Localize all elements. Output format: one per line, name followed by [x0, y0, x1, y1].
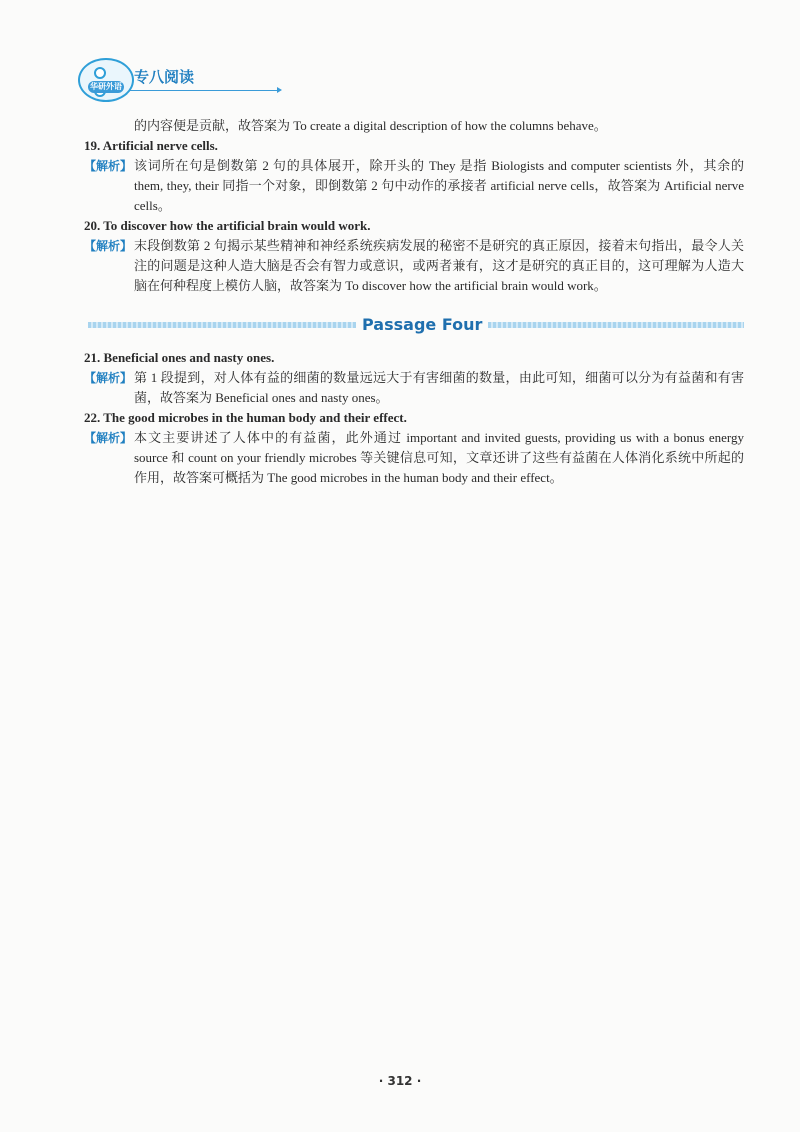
question-22: 22. The good microbes in the human body and their effect. — [84, 410, 407, 425]
analysis-19-text: 该词所在句是倒数第 2 句的具体展开，除开头的 They 是指 Biologists and computer scientists 外，其余的 them, they, their 同指一个对象，即倒数第 2 句中动作的承接者 artificial nerve cells，故答案为 Artificial nerve cells。 — [134, 158, 744, 213]
question-19: 19. Artificial nerve cells. — [84, 138, 218, 153]
page-header — [70, 52, 220, 104]
analysis-tag: 【解析】 — [84, 431, 133, 445]
analysis-21 — [84, 368, 744, 408]
analysis-tag: 【解析】 — [84, 371, 133, 385]
analysis-tag: 【解析】 — [84, 159, 133, 173]
page-number: · 312 · — [378, 1074, 422, 1088]
analysis-tag: 【解析】 — [84, 239, 133, 253]
analysis-19 — [84, 156, 744, 216]
analysis-20 — [84, 236, 744, 296]
analysis-22 — [84, 428, 744, 488]
logo-owl-eyes-icon — [94, 66, 118, 78]
question-21: 21. Beneficial ones and nasty ones. — [84, 350, 275, 365]
analysis-21-text: 第 1 段提到，对人体有益的细菌的数量远远大于有害细菌的数量，由此可知，细菌可以分为有益菌和有害菌，故答案为 Beneficial ones and nasty ones。 — [134, 370, 744, 405]
publisher-logo — [78, 58, 134, 102]
answer-content — [84, 116, 744, 488]
analysis-22-text: 本文主要讲述了人体中的有益菌，此外通过 important and invited guests, providing us with a bonus energy source 和 count on your friendly microbes 等关键信息可知，文章还讲了这些有益菌在人体消化系统中所起的作用，故答案可概括为 The good microbes in the human body and their effect。 — [134, 430, 744, 485]
passage-title: Passage Four — [356, 314, 488, 336]
header-rule — [130, 90, 278, 91]
answer-18-continuation: 的内容便是贡献，故答案为 To create a digital description of how the columns behave。 — [134, 118, 607, 133]
question-20: 20. To discover how the artificial brain would work. — [84, 218, 371, 233]
passage-divider — [84, 314, 744, 336]
logo-text: 华研外语 — [90, 82, 122, 91]
book-title: 专八阅读 — [134, 68, 195, 86]
analysis-20-text: 末段倒数第 2 句揭示某些精神和神经系统疾病发展的秘密不是研究的真正原因，接着末句指出，最令人关注的问题是这种人造大脑是否会有智力或意识，或两者兼有，这才是研究的真正目的，这可理解为人造大脑在何种程度上模仿人脑，故答案为 To discover how the artificial brain would work。 — [134, 238, 744, 293]
